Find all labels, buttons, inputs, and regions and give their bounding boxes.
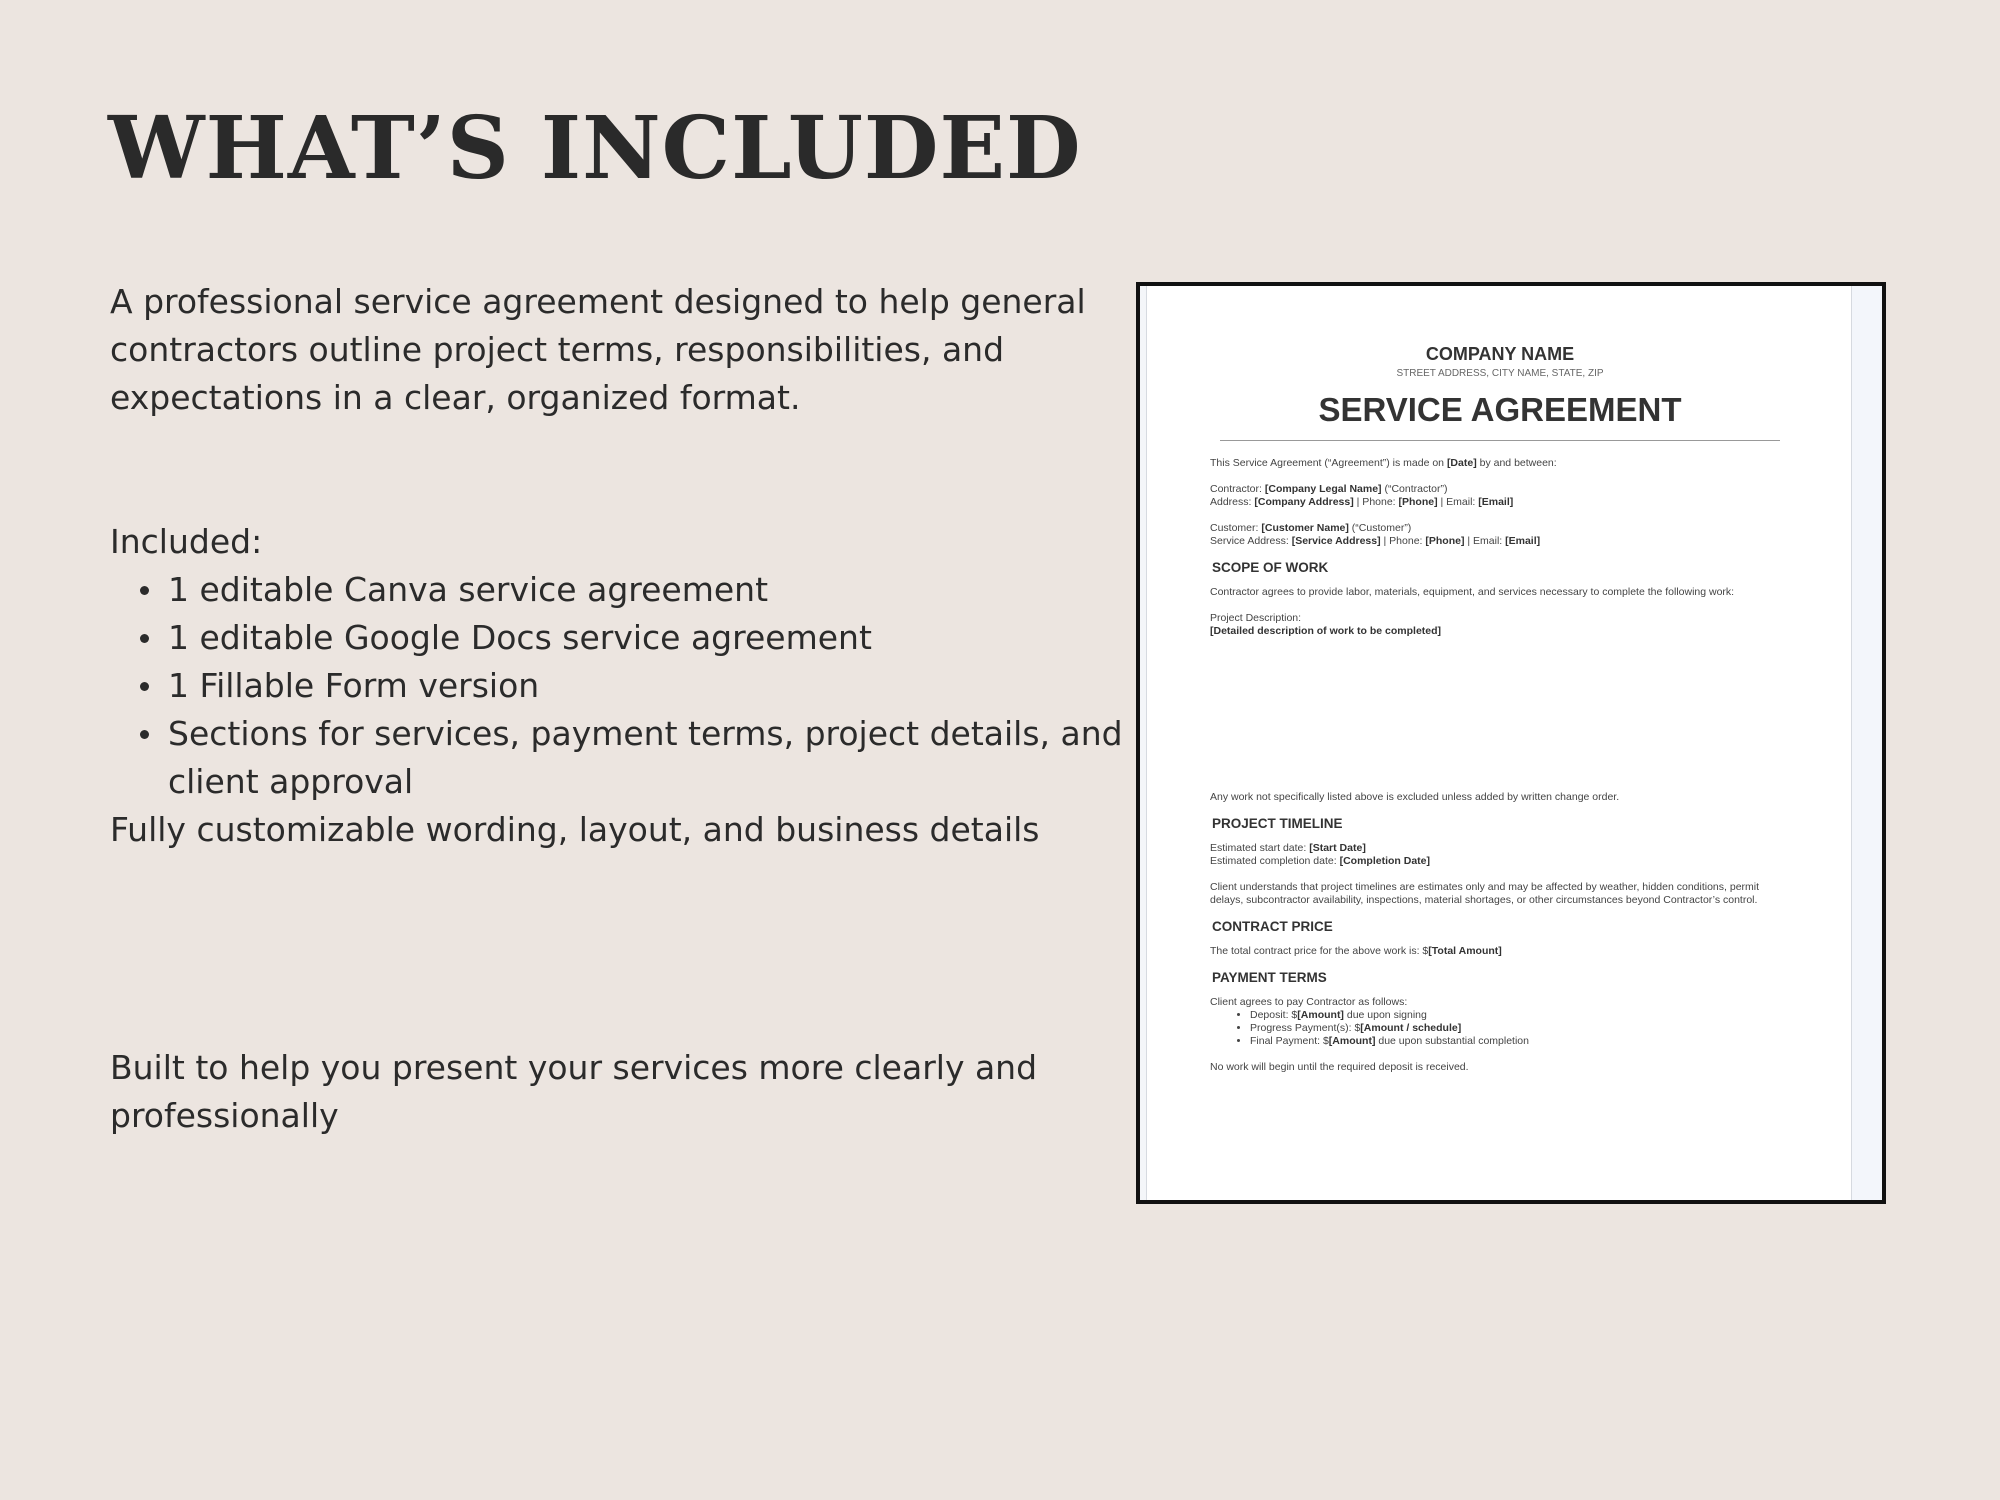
doc-payment-list (1210, 1009, 1790, 1048)
doc-scope-text: Contractor agrees to provide labor, materials, equipment, and services necessary to complete the following work: (1210, 586, 1735, 598)
doc-title: SERVICE AGREEMENT (1318, 391, 1682, 428)
doc-customer-block: Customer: [Customer Name] (“Customer”) Service Address: [Service Address] | Phone: [Phone] | Email: [Email] (1210, 522, 1541, 547)
bullet-icon (140, 682, 149, 691)
list-item: • Deposit: $[Amount] due upon signing (1250, 1009, 1790, 1022)
intro-paragraph: A professional service agreement designed to help general contractors outline project terms, responsibilities, and expectations in a clear, organized format. (110, 282, 1086, 417)
doc-timeline-note: Client understands that project timelines are estimates only and may be affected by weather, hidden conditions, permit delays, subcontractor availability, inspections, material shortages, or other circumstances beyond Contractor’s control. (1210, 881, 1760, 906)
page-edge-right (1851, 286, 1882, 1200)
doc-price-heading: CONTRACT PRICE (1212, 919, 1333, 934)
doc-deposit-note: No work will begin until the required deposit is received. (1210, 1061, 1469, 1073)
description-block (110, 278, 1130, 1140)
doc-company-name: COMPANY NAME (1425, 344, 1575, 364)
bullet-icon (140, 730, 149, 739)
page-title: WHAT’S INCLUDED (108, 98, 1082, 199)
bullet-icon (140, 634, 149, 643)
document-preview (1136, 282, 1886, 1204)
bullet-icon (140, 586, 149, 595)
list-item: • Final Payment: $[Amount] due upon substantial completion (1250, 1035, 1790, 1048)
list-item: 1 editable Canva service agreement (168, 566, 1130, 614)
doc-payment-heading: PAYMENT TERMS (1212, 970, 1327, 985)
doc-scope-heading: SCOPE OF WORK (1212, 560, 1329, 575)
doc-contractor-block: Contractor: [Company Legal Name] (“Contractor”) Address: [Company Address] | Phone: [Phone] | Email: [Email] (1210, 483, 1514, 508)
doc-blank-space (1210, 651, 1790, 791)
page-edge-left (1140, 286, 1147, 1200)
doc-project-description: Project Description: [Detailed description of work to be completed] (1210, 612, 1442, 637)
included-list (110, 566, 1130, 806)
included-label: Included: (110, 522, 263, 561)
list-item: • Progress Payment(s): $[Amount / schedule] (1250, 1022, 1790, 1035)
doc-payment-intro: Client agrees to pay Contractor as follows: (1210, 996, 1408, 1008)
list-item: 1 Fillable Form version (168, 662, 1130, 710)
closing-paragraph: Built to help you present your services more clearly and professionally (110, 1048, 1038, 1135)
service-agreement-page (1210, 344, 1790, 1087)
doc-timeline-dates: Estimated start date: [Start Date] Estimated completion date: [Completion Date] (1210, 842, 1430, 867)
doc-excluded-text: Any work not specifically listed above is excluded unless added by written change order. (1210, 791, 1620, 803)
list-item: Sections for services, payment terms, project details, and client approval (168, 710, 1130, 806)
doc-timeline-heading: PROJECT TIMELINE (1212, 816, 1343, 831)
doc-company-address: STREET ADDRESS, CITY NAME, STATE, ZIP (1396, 368, 1604, 379)
customizable-note: Fully customizable wording, layout, and business details (110, 810, 1040, 849)
doc-divider (1220, 440, 1780, 441)
list-item: 1 editable Google Docs service agreement (168, 614, 1130, 662)
doc-intro-line: This Service Agreement (“Agreement”) is made on [Date] by and between: (1210, 457, 1557, 469)
doc-price-text: The total contract price for the above work is: $[Total Amount] (1210, 945, 1502, 957)
